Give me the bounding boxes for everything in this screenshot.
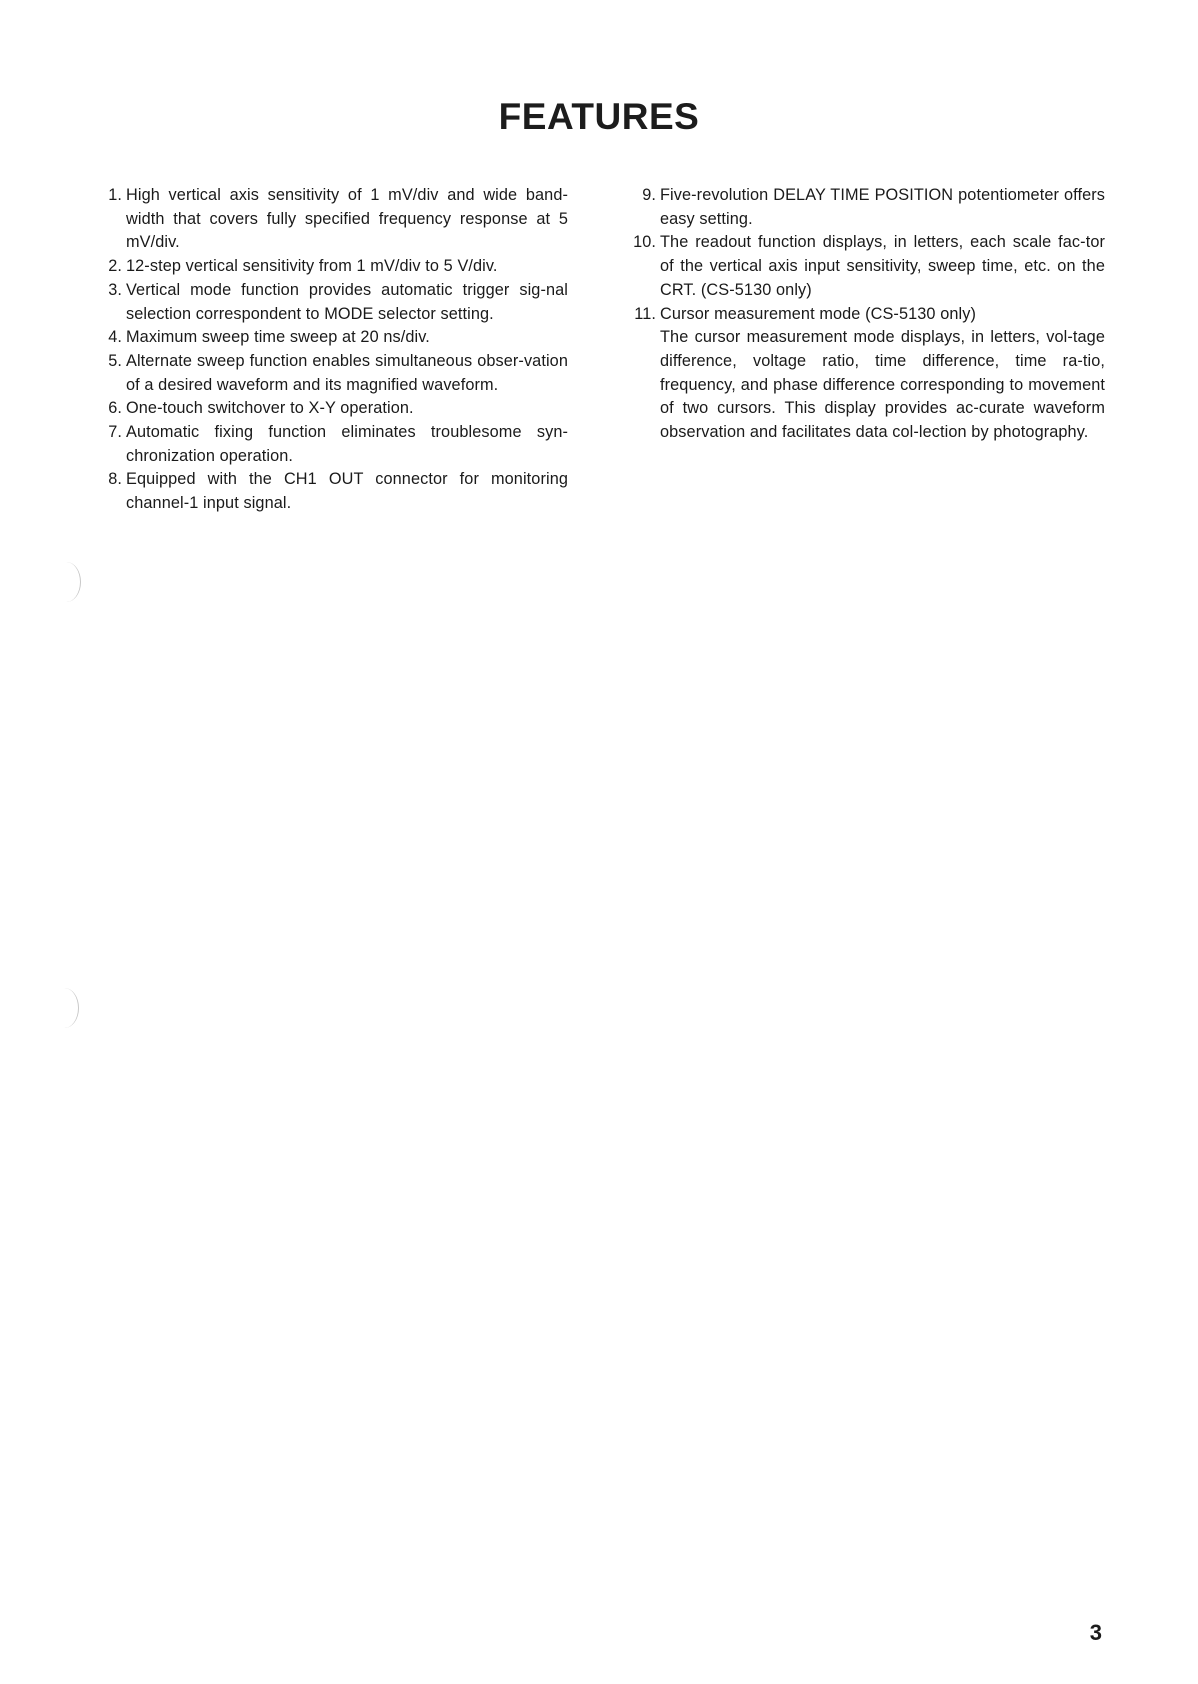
features-list-left <box>94 184 568 516</box>
feature-number: 4. <box>108 328 122 347</box>
feature-number: 3. <box>108 280 122 299</box>
feature-number: 6. <box>108 399 122 418</box>
binder-hole-mark-bottom <box>50 988 79 1028</box>
page-title: FEATURES <box>498 96 700 137</box>
feature-item <box>94 255 568 279</box>
feature-text: Automatic fixing function eliminates troublesome syn-chronization operation. <box>126 423 568 465</box>
feature-number: 2. <box>108 257 122 276</box>
feature-text: Maximum sweep time sweep at 20 ns/div. <box>126 328 430 347</box>
feature-text: Equipped with the CH1 OUT connector for monitoring channel-1 input signal. <box>126 470 568 513</box>
feature-item <box>628 231 1105 302</box>
feature-item <box>94 184 568 255</box>
feature-detail-text: The cursor measurement mode displays, in letters, vol-tage difference, voltage ratio, time difference, time ra-tio, frequency, and phase difference corresponding to movement of two cursors. This display provides ac-curate waveform observation and facilitates data col-lection by photography. <box>660 328 1105 442</box>
feature-text: 12-step vertical sensitivity from 1 mV/div to 5 V/div. <box>126 257 498 276</box>
feature-text: The readout function displays, in letters, each scale fac-tor of the vertical axis input sensitivity, sweep time, etc. on the CRT. (CS-5130 only) <box>660 233 1105 299</box>
feature-number: 9. <box>642 186 656 204</box>
feature-number: 5. <box>108 351 122 370</box>
features-list-right <box>628 184 1105 445</box>
feature-item <box>94 326 568 350</box>
feature-item <box>94 397 568 421</box>
feature-text: One-touch switchover to X-Y operation. <box>126 399 414 418</box>
feature-item <box>94 468 568 515</box>
feature-number: 11. <box>634 304 656 323</box>
feature-item <box>94 421 568 468</box>
feature-text: Cursor measurement mode (CS-5130 only) <box>660 304 976 323</box>
feature-text: High vertical axis sensitivity of 1 mV/div and wide band-width that covers fully specified frequency response at 5 mV/div. <box>126 186 568 252</box>
feature-text: Vertical mode function provides automatic trigger sig-nal selection correspondent to MODE selector setting. <box>126 280 568 323</box>
feature-number: 1. <box>108 186 122 204</box>
feature-item <box>94 279 568 326</box>
page-number: 3 <box>1089 1620 1102 1645</box>
feature-number: 7. <box>108 423 122 442</box>
feature-item <box>628 303 1105 445</box>
binder-hole-mark-top <box>52 562 81 602</box>
feature-item <box>628 184 1105 231</box>
feature-number: 8. <box>108 470 122 489</box>
feature-number: 10. <box>633 233 656 252</box>
feature-text: Five-revolution DELAY TIME POSITION potentiometer offers easy setting. <box>660 186 1105 228</box>
feature-text: Alternate sweep function enables simultaneous obser-vation of a desired waveform and its magnified waveform. <box>126 351 568 394</box>
feature-item <box>94 350 568 397</box>
